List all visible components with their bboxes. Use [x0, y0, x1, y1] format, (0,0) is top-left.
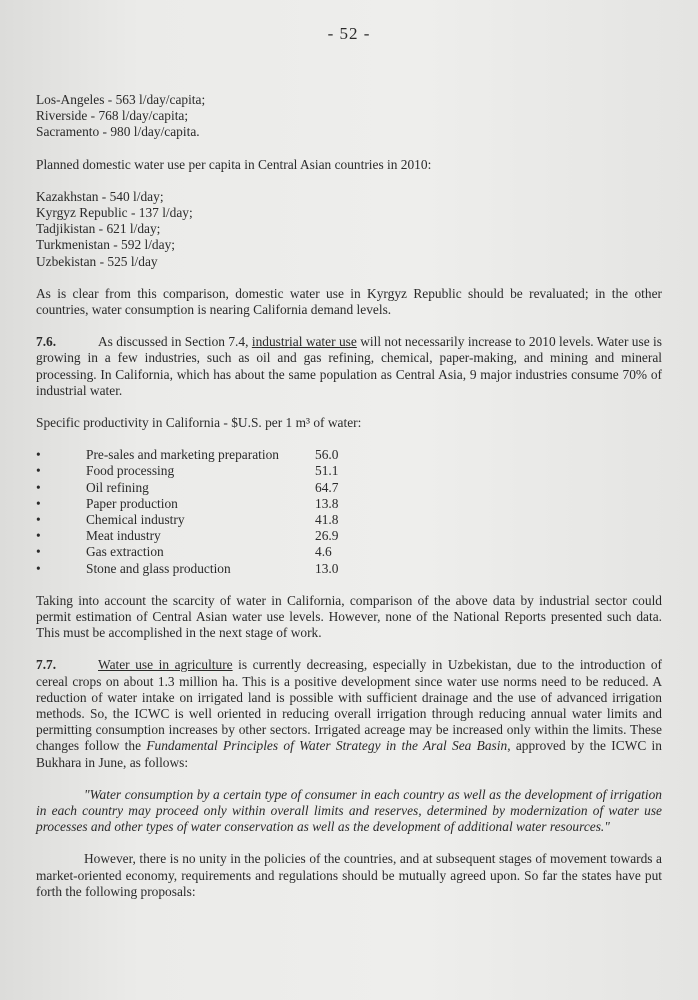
industry-name: Paper production [86, 495, 178, 511]
bullet: • [36, 544, 41, 560]
industrial-water-use-term: industrial water use [251, 334, 357, 350]
section-7-7 [36, 657, 662, 770]
bullet: • [36, 512, 41, 527]
closing-paragraph: However, there is no unity in the policies of the countries, and at subsequent stages of movement towards a market-oriented economy, requirements and regulations should be mutually agreed upon. So far the states have put forth the following proposals: [36, 851, 662, 899]
scarcity-paragraph: Taking into account the scarcity of water in California, comparison of the above data by industrial sector could permit estimation of Central Asian water use levels. However, none of the National Reports presented such data. This must be accomplished in the next stage of work. [36, 592, 662, 641]
section-number: 7.6. [36, 334, 57, 350]
countries-list [36, 189, 662, 270]
quoted-principle: "Water consumption by a certain type of consumer in each country as well as the development of irrigation in each country may proceed only within overall limits and reserves, determined by modernization of water use processes and other types of water conservation as well as the development of additional water resources." [36, 786, 662, 835]
industry-name: Chemical industry [86, 512, 185, 527]
industry-value: 51.1 [315, 463, 339, 479]
city-line: Sacramento - 980 l/day/capita. [36, 124, 200, 140]
industry-name: Stone and glass production [86, 560, 231, 576]
list-item [36, 480, 662, 496]
industry-value: 41.8 [315, 512, 339, 527]
comparison-paragraph: As is clear from this comparison, domestic water use in Kyrgyz Republic should be revaluated; in the other countries, water consumption is nearing California demand levels. [36, 285, 662, 318]
industry-value: 13.0 [315, 560, 339, 576]
list-item [36, 447, 662, 463]
agriculture-term: Water use in agriculture [98, 657, 233, 673]
bullet: • [36, 528, 41, 544]
industry-name: Meat industry [86, 528, 161, 544]
bullet: • [36, 495, 41, 511]
industry-name: Oil refining [86, 479, 149, 495]
bullet: • [36, 463, 41, 479]
productivity-heading: Specific productivity in California - $U.S. per 1 m³ of water: [36, 415, 362, 431]
section-text: , approved by the ICWC in Bukhara in June, as follows: [36, 738, 662, 770]
bullet: • [36, 479, 41, 495]
industry-value: 56.0 [315, 447, 339, 463]
planned-heading: Planned domestic water use per capita in Central Asian countries in 2010: [36, 156, 432, 172]
section-text: As discussed in Section 7.4, [98, 334, 252, 350]
industry-value: 26.9 [315, 528, 339, 544]
list-item [36, 496, 662, 512]
industry-name: Pre-sales and marketing preparation [86, 447, 279, 463]
city-line: Riverside - 768 l/day/capita; [36, 108, 189, 124]
list-item [36, 544, 662, 560]
section-text: will not necessarily increase to 2010 levels. Water use is growing in a few industries, such as oil and gas refining, chemical, paper-making, and mining and mineral processing. In California, which has about the same population as Central Asia, 9 major industries consume 70% of industrial water. [36, 334, 662, 398]
bullet: • [36, 560, 41, 576]
industry-value: 64.7 [315, 479, 339, 495]
industry-name: Food processing [86, 463, 175, 479]
strategy-title: Fundamental Principles of Water Strategy in the Aral Sea Basin [146, 738, 508, 754]
bullet: • [36, 447, 41, 463]
industry-productivity-list [36, 447, 662, 577]
city-line: Los-Angeles - 563 l/day/capita; [36, 92, 206, 107]
industry-value: 4.6 [315, 544, 332, 560]
section-7-6 [36, 334, 662, 399]
page-content [36, 92, 662, 916]
list-item [36, 528, 662, 544]
list-item [36, 512, 662, 528]
section-number: 7.7. [36, 657, 57, 673]
industry-value: 13.8 [315, 495, 339, 511]
country-line: Tadjikistan - 621 l/day; [36, 221, 161, 237]
section-text: is currently decreasing, especially in Uzbekistan, due to the introduction of cereal crops on about 1.3 million ha. This is a positive development since water use norms need to be reduced. A reduction of water intake on irrigated land is possible with sufficient drainage and the use of advanced irrigation methods. So, the ICWC is well oriented in reducing overall irrigation through reducing annual water limits and permitting consumption increases by other sectors. Irrigated acreage may be increased only within the limits. These changes follow the [36, 657, 662, 754]
page-number: - 52 - [327, 24, 371, 43]
list-item [36, 463, 662, 479]
country-line: Uzbekistan - 525 l/day [36, 253, 158, 269]
country-line: Turkmenistan - 592 l/day; [36, 237, 175, 253]
list-item [36, 561, 662, 577]
country-line: Kazakhstan - 540 l/day; [36, 188, 164, 204]
country-line: Kyrgyz Republic - 137 l/day; [36, 205, 193, 221]
california-cities-list [36, 92, 662, 141]
industry-name: Gas extraction [86, 544, 164, 560]
